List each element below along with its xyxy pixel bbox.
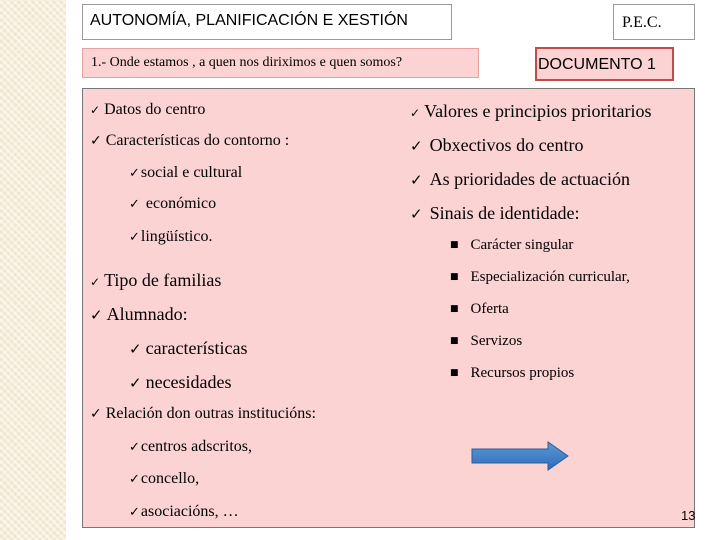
- list-item-prioridades: ✓ As prioridades de actuación: [410, 169, 631, 189]
- sub-item-caracter: ■ Carácter singular: [450, 237, 574, 253]
- check-icon: ✓: [129, 166, 140, 181]
- check-icon: ✓: [90, 306, 103, 324]
- arrow-right-icon: [470, 441, 570, 471]
- square-bullet-icon: ■: [450, 272, 459, 282]
- check-icon: ✓: [410, 137, 423, 155]
- check-icon: ✓: [129, 374, 142, 392]
- square-bullet-icon: ■: [450, 336, 459, 346]
- check-icon: ✓: [410, 106, 421, 120]
- check-icon: ✓: [90, 406, 102, 422]
- sub-item-recursos: ■ Recursos propios: [450, 365, 575, 381]
- check-icon: ✓: [129, 197, 140, 212]
- list-item-necesidades: ✓ necesidades: [129, 372, 232, 392]
- check-icon: ✓: [129, 505, 140, 520]
- check-icon: ✓: [90, 103, 101, 117]
- check-icon: ✓: [129, 230, 140, 245]
- check-icon: ✓: [410, 205, 423, 223]
- question-text: 1.- Onde estamos , a quen nos diriximos e quen somos?: [91, 55, 403, 70]
- list-item-social: ✓social e cultural: [129, 164, 243, 181]
- list-item-alumnado: ✓ Alumnado:: [90, 304, 188, 324]
- check-icon: ✓: [129, 340, 142, 358]
- square-bullet-icon: ■: [450, 368, 459, 378]
- sub-item-especializacion: ■ Especialización curricular,: [450, 269, 630, 285]
- list-item-sinais: ✓ Sinais de identidade:: [410, 203, 580, 223]
- page-number: 13: [681, 508, 696, 523]
- square-bullet-icon: ■: [450, 304, 459, 314]
- decorative-side-stripe: [0, 0, 66, 540]
- list-item-linguistico: ✓lingüístico.: [129, 228, 213, 245]
- list-item-caracteristicas-alumnado: ✓ características: [129, 338, 248, 358]
- list-item-tipo: ✓ Tipo de familias: [90, 270, 222, 290]
- list-item-asociacions: ✓asociacións, …: [129, 503, 239, 520]
- list-item-relacion: ✓ Relación don outras institucións:: [90, 405, 316, 422]
- check-icon: ✓: [129, 440, 140, 455]
- sub-item-oferta: ■ Oferta: [450, 301, 509, 317]
- list-item-concello: ✓concello,: [129, 470, 200, 487]
- check-icon: ✓: [90, 275, 101, 289]
- document-badge: DOCUMENTO 1: [538, 56, 656, 73]
- list-item-datos: ✓ Datos do centro: [90, 101, 206, 118]
- list-item-valores: ✓ Valores e principios prioritarios: [410, 101, 652, 121]
- list-item-caracteristicas: ✓ Características do contorno :: [90, 132, 290, 149]
- pec-label: P.E.C.: [622, 14, 662, 31]
- list-item-obxectivos: ✓ Obxectivos do centro: [410, 135, 584, 155]
- page-title: AUTONOMÍA, PLANIFICACIÓN E XESTIÓN: [90, 12, 408, 29]
- list-item-economico: ✓ económico: [129, 195, 217, 212]
- check-icon: ✓: [90, 133, 102, 149]
- square-bullet-icon: ■: [450, 240, 459, 250]
- list-item-centros: ✓centros adscritos,: [129, 438, 252, 455]
- sub-item-servizos: ■ Servizos: [450, 333, 523, 349]
- check-icon: ✓: [129, 472, 140, 487]
- check-icon: ✓: [410, 171, 423, 189]
